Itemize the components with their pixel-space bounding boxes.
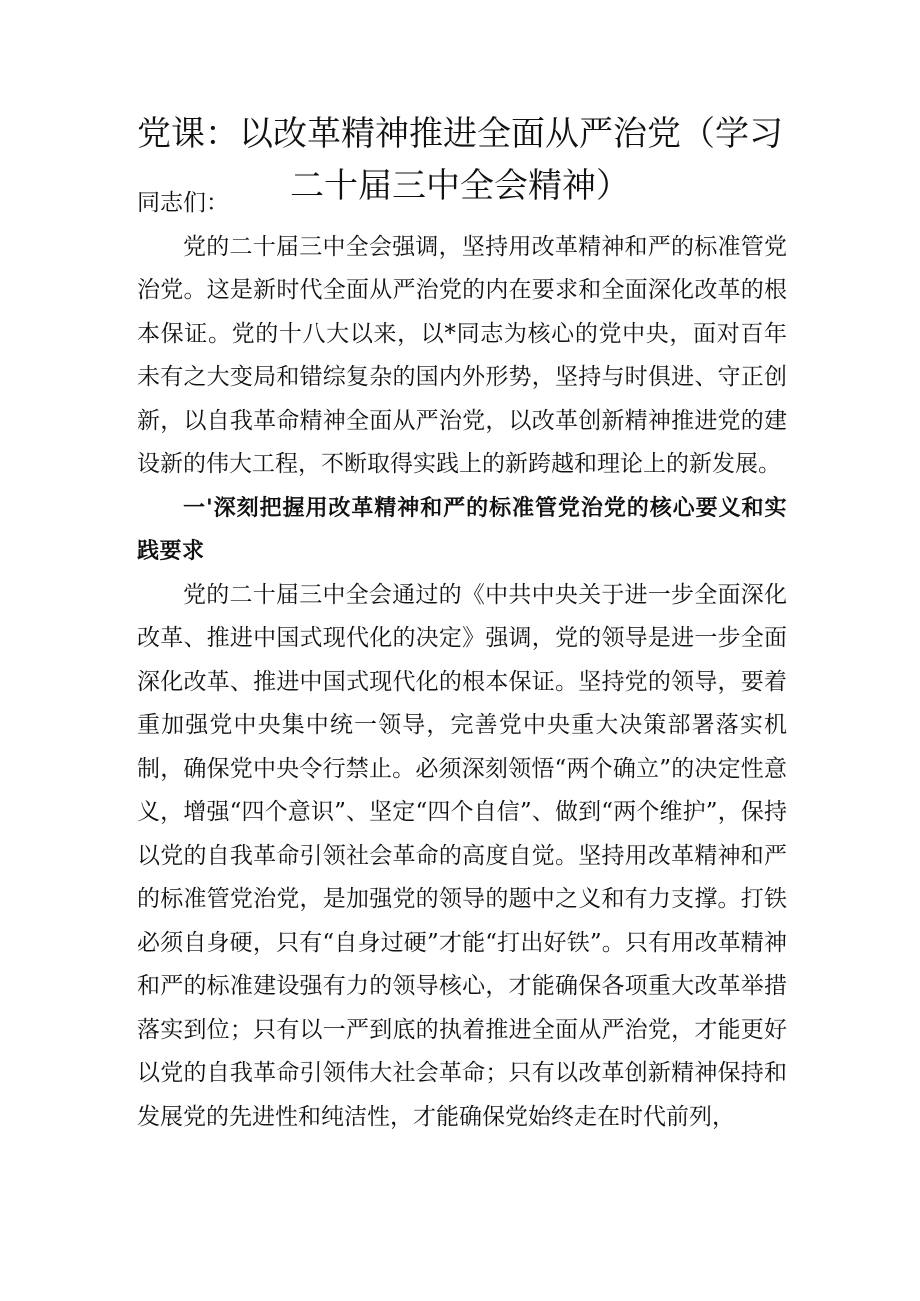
title-line-1: 党课：以改革精神推进全面从严治党（学习 — [137, 114, 783, 154]
title-line-2: 二十届三中全会精神） — [290, 166, 630, 206]
paragraph-intro: 党的二十届三中全会强调，坚持用改革精神和严的标准管党治党。这是新时代全面从严治党的内在要求和全面深化改革的根本保证。党的十八大以来，以*同志为核心的党中央，面对百年未有之大变局和错综复杂的国内外形势，坚持与时俱进、守正创新，以自我革命精神全面从严治党，以改革创新精神推进党的建设新的伟大工程，不断取得实践上的新跨越和理论上的新发展。 — [137, 233, 787, 477]
paragraph-section-1: 党的二十届三中全会通过的《中共中央关于进一步全面深化改革、推进中国式现代化的决定》强调，党的领导是进一步全面深化改革、推进中国式现代化的根本保证。坚持党的领导，要着重加强党中央集中统一领导，完善党中央重大决策部署落实机制，确保党中央令行禁止。必须深刻领悟“两个确立”的决定性意义，增强“四个意识”、坚定“四个自信”、做到“两个维护”，保持以党的自我革命引领社会革命的高度自觉。坚持用改革精神和严的标准管党治党，是加强党的领导的题中之义和有力支撑。打铁必须自身硬，只有“自身过硬”才能“打出好铁”。只有用改革精神和严的标准建设强有力的领导核心，才能确保各项重大改革举措落实到位；只有以一严到底的执着推进全面从严治党，才能更好以党的自我革命引领伟大社会革命；只有以改革创新精神保持和发展党的先进性和纯洁性，才能确保党始终走在时代前列， — [137, 581, 787, 1130]
salutation: 同志们： — [137, 190, 229, 216]
section-heading-1: 一'深刻把握用改革精神和严的标准管党治党的核心要义和实践要求 — [137, 495, 787, 564]
document-body — [137, 182, 787, 1139]
